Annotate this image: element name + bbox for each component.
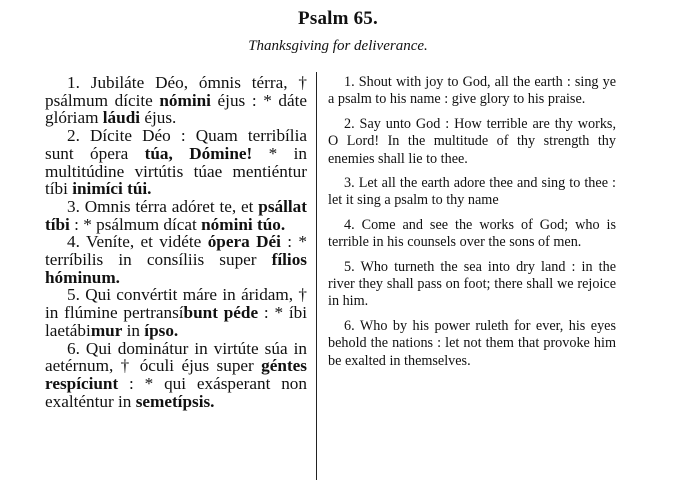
latin-bold-word: semetípsis. [135, 391, 215, 411]
latin-verse-text: 6. Qui dominátur in virtúte súa in aetérnum, † óculi éjus super [45, 338, 307, 376]
latin-verse [45, 127, 307, 198]
latin-bold-word: ípso. [144, 320, 179, 340]
latin-bold-word: géntes [261, 356, 307, 376]
latin-bold-word: respíciunt [45, 373, 119, 393]
english-verse: 4. Come and see the works of God; who is terrible in his counsels over the sons of men. [328, 216, 616, 251]
latin-verse-text: : * psálmum dícat [69, 214, 202, 234]
latin-column [45, 74, 307, 410]
latin-verse [45, 233, 307, 286]
english-verse: 2. Say unto God : How terrible are thy works, O Lord! In the multitude of thy strength thy enemies shall lie to thee. [328, 115, 616, 167]
latin-bold-word: psállat tíbi [45, 196, 307, 234]
latin-bold-word: nómini túo. [201, 214, 286, 234]
latin-bold-word: láudi [102, 108, 141, 128]
english-verse: 1. Shout with joy to God, all the earth : sing ye a psalm to his name : give glory to his praise. [328, 74, 616, 108]
latin-verse-text: éjus : * dáte glóriam [45, 90, 307, 128]
english-verse: 6. Who by his power ruleth for ever, his eyes behold the nations : let not them that provoke him be exalted in themselves. [328, 317, 616, 369]
latin-verse-text: * in multitúdine virtútis túae mentiéntur tíbi [45, 143, 308, 199]
latin-bold-word: túa, Dómine! [144, 143, 253, 163]
latin-verse [45, 198, 307, 233]
latin-verse [45, 74, 307, 127]
column-divider [316, 72, 317, 480]
latin-verse-text: 4. Veníte, et vidéte [67, 232, 208, 252]
latin-verse-text: éjus. [140, 108, 177, 128]
latin-verse-text: : * terríbilis in consíliis super [45, 232, 308, 270]
latin-verse [45, 286, 307, 339]
latin-verse-text: 3. Omnis térra adóret te, et [67, 196, 259, 216]
latin-verse-text: 2. Dícite Déo : Quam terribília sunt ópera [45, 126, 307, 163]
english-verse: 3. Let all the earth adore thee and sing to thee : let it sing a psalm to thy name [328, 175, 616, 209]
latin-bold-word: nómini [159, 90, 211, 110]
page-title: Psalm 65. [298, 8, 378, 29]
latin-verse [45, 340, 307, 411]
latin-verse-text: : * qui exásperant non exalténtur in [45, 373, 307, 411]
latin-verse-text: 5. Qui convértit máre in áridam, † in flúmine pertransí [45, 285, 307, 323]
latin-bold-word: ópera Déi [207, 232, 281, 252]
page-subtitle: Thanksgiving for deliverance. [248, 38, 428, 54]
english-column [328, 74, 616, 377]
english-verse: 5. Who turneth the sea into dry land : in the river they shall pass on foot; there shall we rejoice in him. [328, 258, 616, 310]
latin-bold-word: bunt péde [183, 303, 259, 323]
latin-bold-word: inimíci túi. [72, 179, 152, 199]
latin-bold-word: fílios hóminum. [45, 250, 307, 287]
latin-verse-text: : * íbi laetábi [45, 303, 308, 340]
latin-bold-word: mur [90, 320, 123, 340]
latin-verse-text: in [122, 320, 145, 340]
latin-verse-text: 1. Jubiláte Déo, ómnis térra, † psálmum dícite [45, 73, 307, 110]
